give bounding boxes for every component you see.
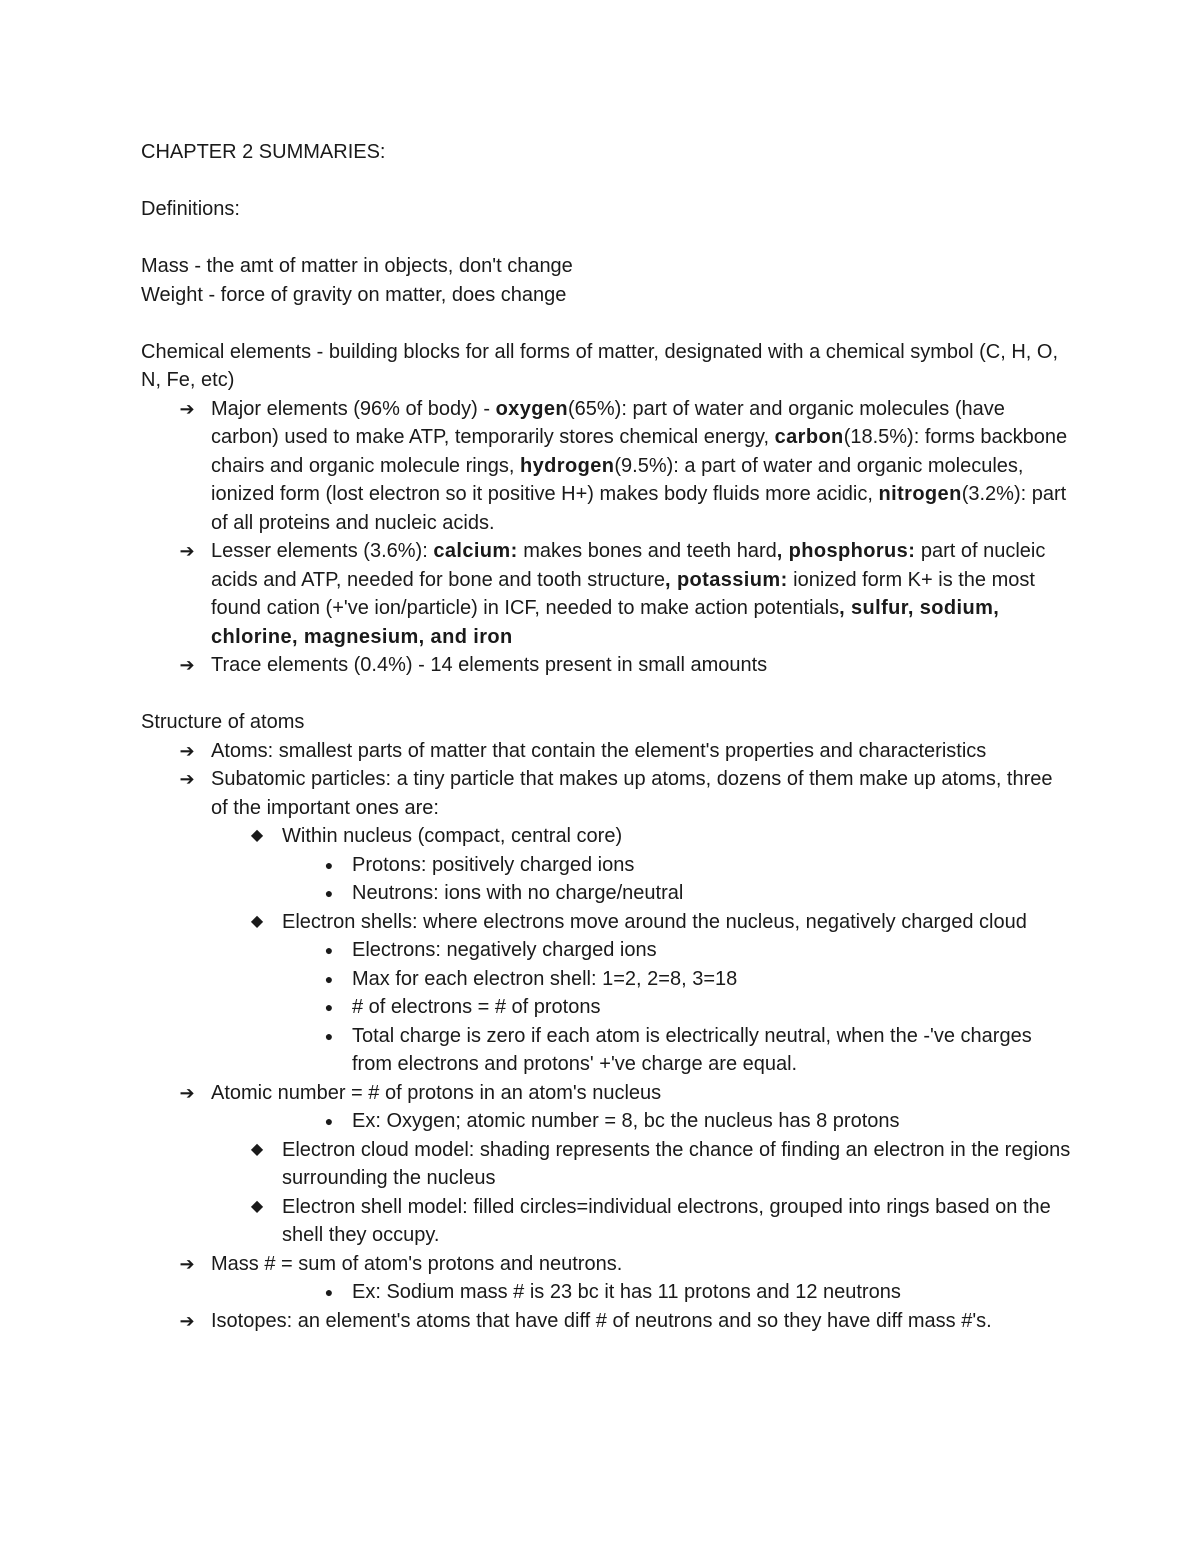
list-item-subatomic	[141, 765, 1071, 822]
document-title: CHAPTER 2 SUMMARIES:	[141, 141, 386, 163]
weight-definition: Weight - force of gravity on matter, does change	[141, 283, 567, 306]
list-item-major-elements	[141, 395, 1071, 538]
ex-sodium-text: Ex: Sodium mass # is 23 bc it has 11 protons and 12 neutrons	[352, 1281, 901, 1303]
list-item-atoms	[141, 737, 1071, 766]
major-bold-oxygen: oxygen	[495, 397, 568, 420]
trace-text: Trace elements (0.4%) - 14 elements present in small amounts	[211, 654, 768, 676]
list-item-atomic-number	[141, 1079, 1071, 1108]
major-text-4: (9.5%): a part of water and organic molecules, ionized form (lost electron so it positive H+) makes body fluids more acidic,	[211, 454, 1024, 505]
dot-bullet-icon: ●	[324, 885, 334, 901]
spacer	[141, 167, 1071, 196]
dot-bullet-icon: ●	[324, 1027, 334, 1044]
major-bold-nitrogen: nitrogen	[878, 483, 962, 505]
list-item-total-charge	[141, 1022, 1071, 1079]
lesser-bold-phosphorus: , phosphorus:	[776, 540, 916, 562]
lesser-text-3: part of nucleic acids and ATP, needed for bone and tooth structure	[211, 540, 1046, 591]
electron-shells-text: Electron shells: where electrons move around the nucleus, negatively charged cloud	[282, 910, 1027, 933]
major-bold-hydrogen: hydrogen	[520, 454, 615, 477]
list-item-within-nucleus	[141, 822, 1071, 851]
diamond-bullet-icon: ◆	[250, 912, 264, 930]
dot-bullet-icon: ●	[324, 1113, 334, 1129]
document-page	[141, 138, 1071, 1335]
lesser-bold-calcium: calcium:	[433, 540, 518, 562]
total-charge-text: Total charge is zero if each atom is electrically neutral, when the -'ve charges from electrons and protons' +'ve charge are equal.	[352, 1024, 1032, 1075]
list-item-ex-sodium	[141, 1278, 1071, 1307]
arrow-bullet-icon: ➔	[179, 541, 195, 561]
list-item-electrons	[141, 936, 1071, 965]
mass-definition: Mass - the amt of matter in objects, don't change	[141, 255, 573, 277]
list-item-lesser-elements	[141, 537, 1071, 651]
shell-model-text: Electron shell model: filled circles=individual electrons, grouped into rings based on the shell they occupy.	[282, 1195, 1051, 1246]
major-text-5: (3.2%): part of all proteins and nucleic acids.	[211, 483, 1067, 534]
list-item-mass-number	[141, 1250, 1071, 1279]
arrow-bullet-icon: ➔	[179, 655, 195, 675]
atoms-text: Atoms: smallest parts of matter that contain the element's properties and characteristics	[211, 739, 987, 762]
arrow-bullet-icon: ➔	[179, 1253, 195, 1274]
arrow-bullet-icon: ➔	[179, 1082, 195, 1103]
dot-bullet-icon: ●	[324, 856, 334, 873]
arrow-bullet-icon: ➔	[179, 740, 195, 761]
cloud-model-text: Electron cloud model: shading represents the chance of finding an electron in the regions surrounding the nucleus	[282, 1138, 1071, 1189]
dot-bullet-icon: ●	[324, 999, 334, 1015]
ex-oxygen-text: Ex: Oxygen; atomic number = 8, bc the nucleus has 8 protons	[352, 1110, 900, 1132]
list-item-isotopes	[141, 1307, 1071, 1336]
structure-heading: Structure of atoms	[141, 711, 305, 733]
atomic-number-text: Atomic number = # of protons in an atom's nucleus	[211, 1081, 662, 1104]
diamond-bullet-icon: ◆	[250, 1197, 264, 1215]
major-text-3: (18.5%): forms backbone chairs and organic molecule rings,	[211, 426, 1068, 477]
spacer	[141, 680, 1071, 709]
lesser-text-1: Lesser elements (3.6%):	[211, 540, 434, 562]
dot-bullet-icon: ●	[324, 970, 334, 987]
spacer	[141, 224, 1071, 253]
list-item-max-shell	[141, 965, 1071, 994]
list-item-protons	[141, 851, 1071, 880]
list-item-electron-shells	[141, 908, 1071, 937]
list-item-ex-oxygen	[141, 1107, 1071, 1136]
lesser-text-4: ionized form K+ is the most found cation (+'ve ion/particle) in ICF, needed to make action potentials	[211, 568, 1035, 619]
list-item-shell-model	[141, 1193, 1071, 1250]
num-electrons-text: # of electrons = # of protons	[352, 996, 601, 1018]
dot-bullet-icon: ●	[324, 1284, 334, 1300]
arrow-bullet-icon: ➔	[179, 769, 195, 789]
neutrons-text: Neutrons: ions with no charge/neutral	[352, 882, 684, 904]
dot-bullet-icon: ●	[324, 942, 334, 958]
isotopes-text: Isotopes: an element's atoms that have diff # of neutrons and so they have diff mass #'s.	[211, 1309, 992, 1332]
arrow-bullet-icon: ➔	[179, 398, 195, 419]
list-item-cloud-model	[141, 1136, 1071, 1193]
electrons-text: Electrons: negatively charged ions	[352, 939, 657, 961]
major-bold-carbon: carbon	[774, 426, 844, 448]
diamond-bullet-icon: ◆	[250, 827, 264, 844]
max-shell-text: Max for each electron shell: 1=2, 2=8, 3=18	[352, 967, 738, 990]
lesser-text-2: makes bones and teeth hard	[517, 540, 777, 562]
chemical-elements-intro: Chemical elements - building blocks for all forms of matter, designated with a chemical symbol (C, H, O, N, Fe, etc)	[141, 340, 1059, 391]
list-item-num-electrons	[141, 993, 1071, 1022]
major-text-2: (65%): part of water and organic molecules (have carbon) used to make ATP, temporarily stores chemical energy,	[211, 397, 1005, 448]
protons-text: Protons: positively charged ions	[352, 853, 635, 876]
lesser-bold-potassium: , potassium:	[665, 568, 788, 591]
subatomic-text: Subatomic particles: a tiny particle that makes up atoms, dozens of them make up atoms, three of the important ones are:	[211, 768, 1053, 819]
arrow-bullet-icon: ➔	[179, 1310, 195, 1331]
list-item-neutrons	[141, 879, 1071, 908]
mass-number-text: Mass # = sum of atom's protons and neutrons.	[211, 1252, 623, 1275]
diamond-bullet-icon: ◆	[250, 1140, 264, 1158]
list-item-trace-elements	[141, 651, 1071, 680]
spacer	[141, 309, 1071, 338]
definitions-heading: Definitions:	[141, 198, 240, 220]
within-nucleus-text: Within nucleus (compact, central core)	[282, 825, 623, 847]
major-text-1: Major elements (96% of body) -	[211, 397, 496, 420]
lesser-bold-others: , sulfur, sodium, chlorine, magnesium, and iron	[211, 597, 1000, 648]
